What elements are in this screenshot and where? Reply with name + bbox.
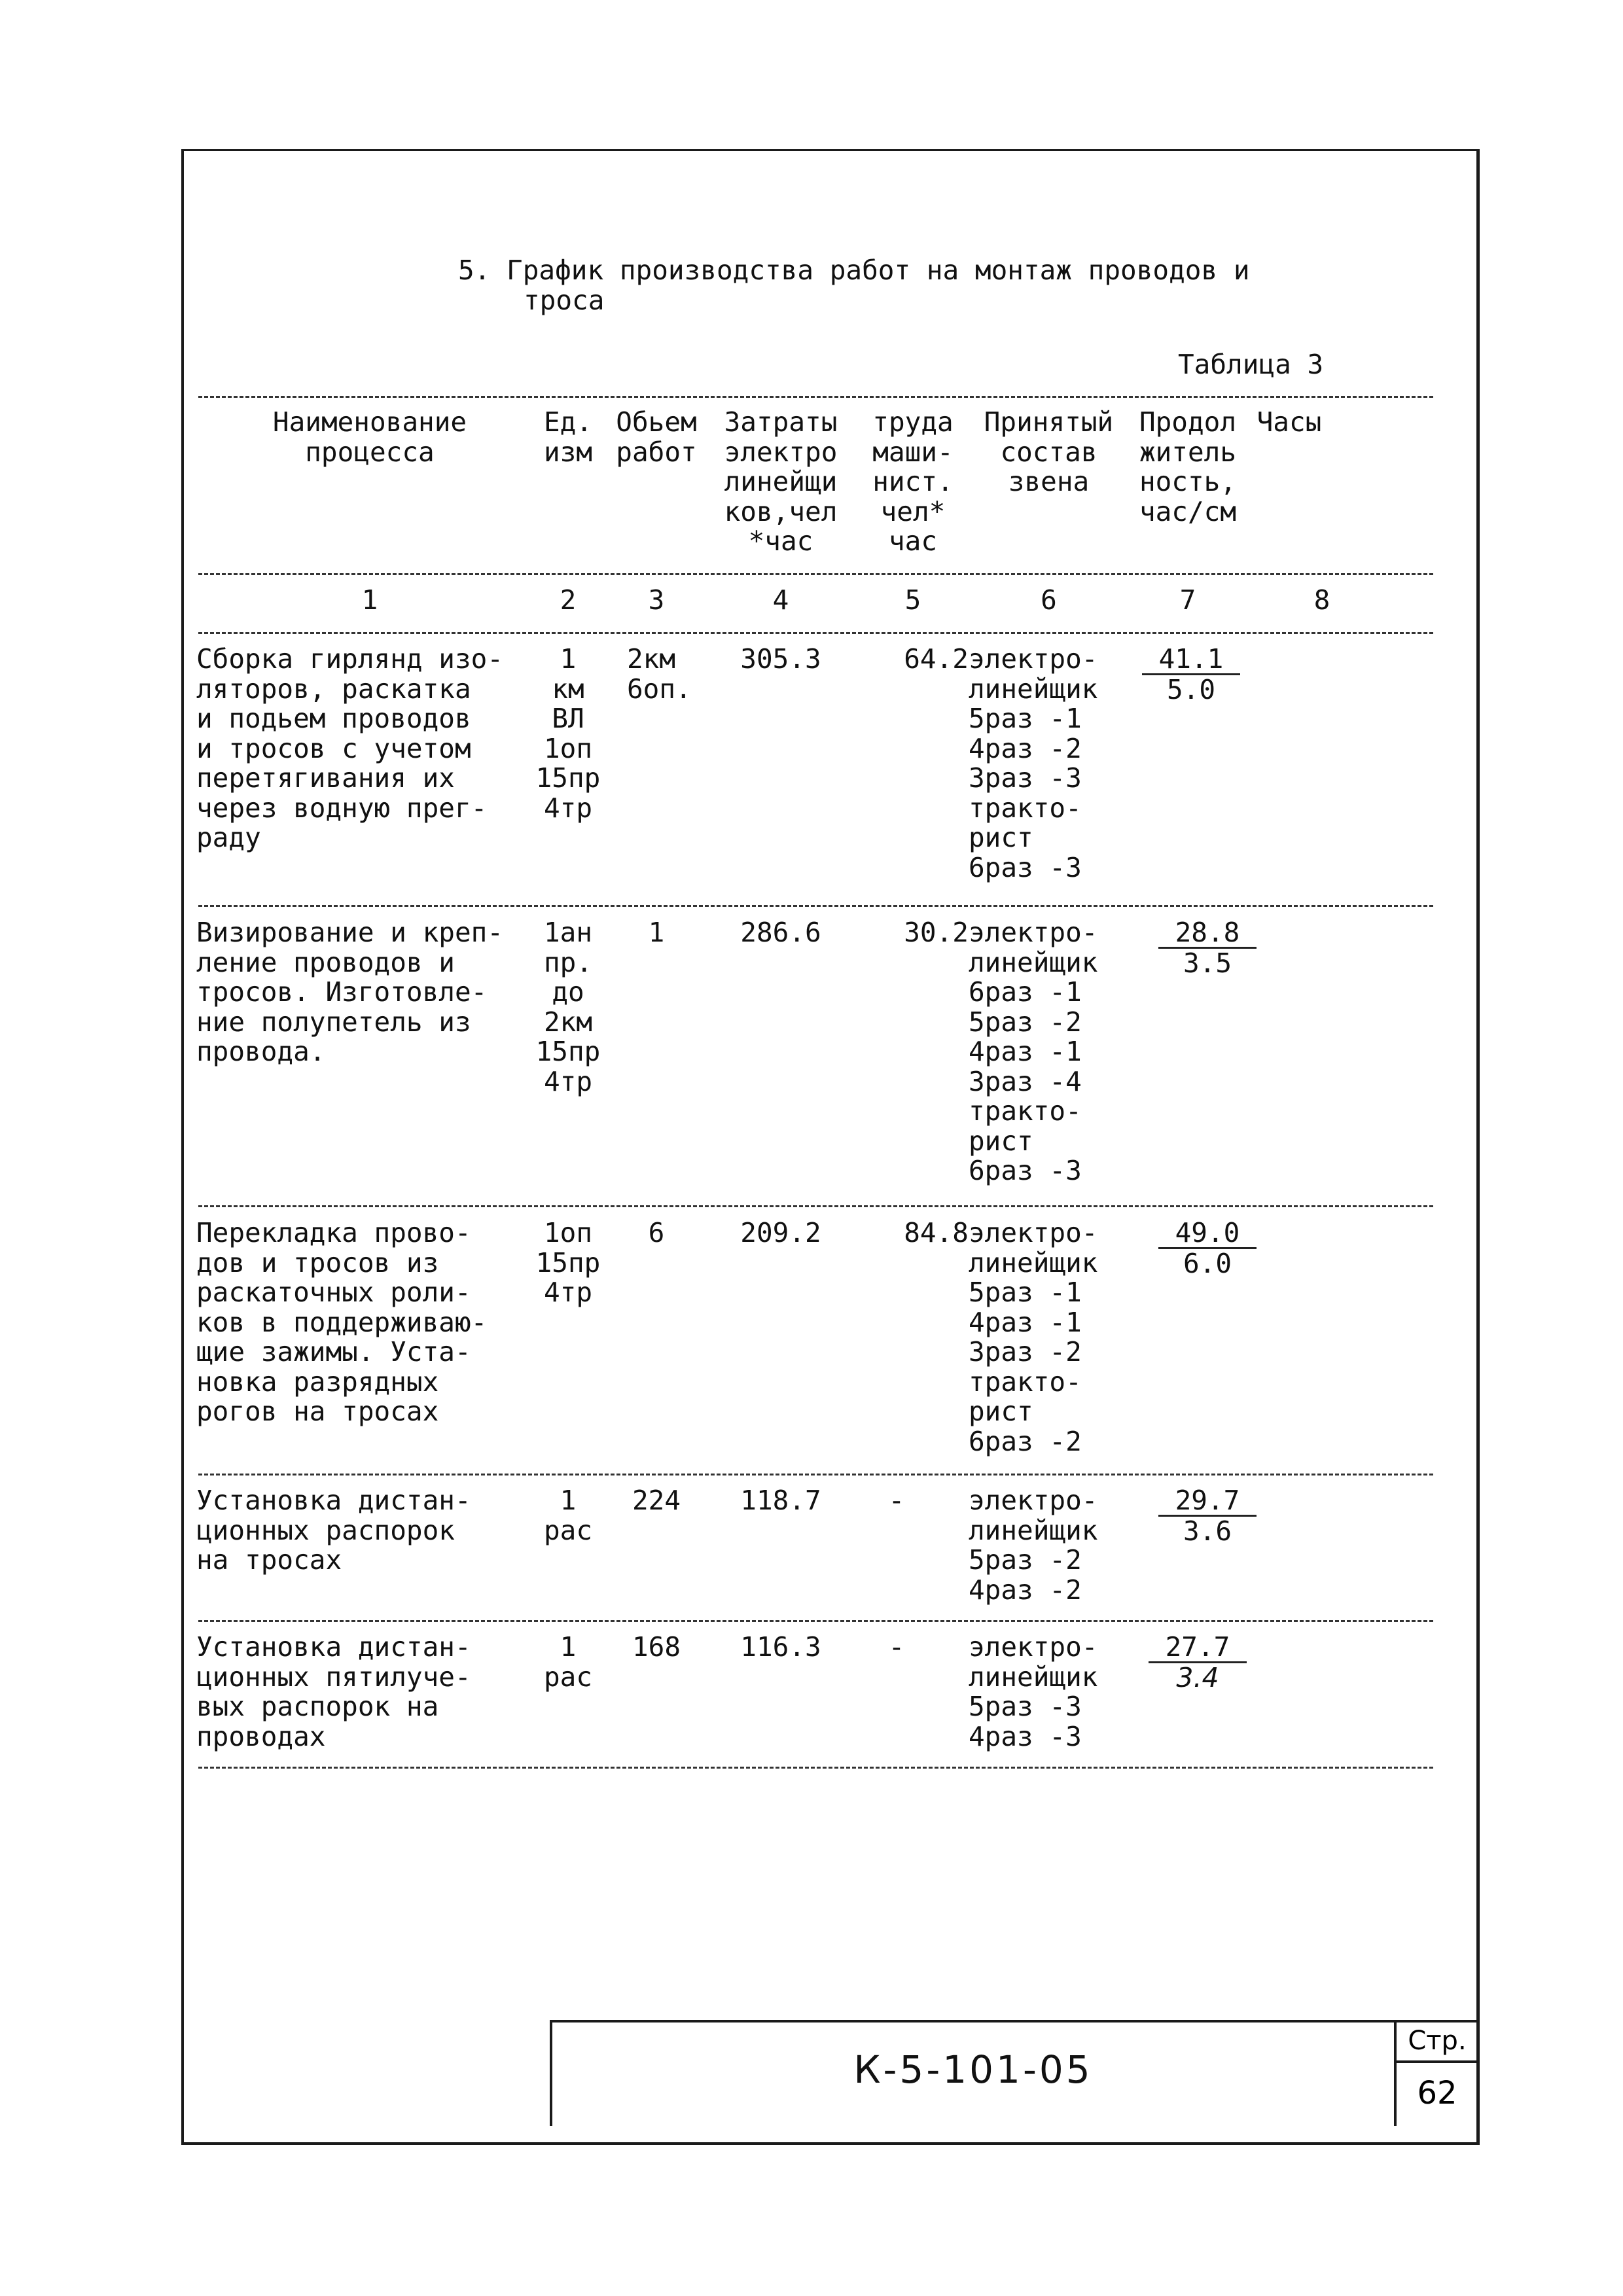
- duration-shifts: 3.6: [1183, 1515, 1232, 1547]
- heading-line-2: троса: [524, 285, 605, 316]
- unit-cell: 1 рас: [543, 1485, 593, 1546]
- col-header-duration: Продол житель ность, час/см: [1139, 406, 1237, 527]
- table-rule: [198, 905, 1433, 907]
- process-name: Перекладка прово- дов и тросов из раскаточных роли- ков в поддерживаю- щие зажимы. Уста- новка разрядных рогов на тросах: [196, 1217, 488, 1427]
- duration-hours: 41.1: [1142, 645, 1240, 675]
- duration-hours: 28.8: [1158, 918, 1257, 949]
- col-header-crew: Принятый состав звена: [984, 406, 1114, 497]
- col-number: 1: [361, 584, 378, 616]
- col-number: 3: [648, 584, 665, 616]
- unit-cell: 1оп 15пр 4тр: [535, 1217, 601, 1308]
- labor-electric-cell: 116.3: [740, 1631, 821, 1663]
- labor-machinist-cell: 64.2: [904, 643, 969, 675]
- page-label: Стр.: [1397, 2022, 1478, 2063]
- duration-fraction: [1158, 1486, 1257, 1545]
- duration-hours: 29.7: [1158, 1486, 1257, 1517]
- labor-machinist-cell: -: [888, 1631, 905, 1663]
- duration-fraction: [1142, 645, 1240, 704]
- labor-machinist-cell: -: [888, 1485, 905, 1516]
- unit-cell: 1 км ВЛ 1оп 15пр 4тр: [535, 643, 601, 824]
- volume-cell: 2км 6оп.: [627, 643, 692, 705]
- volume-cell: 1: [648, 917, 665, 948]
- col-number: 6: [1041, 584, 1057, 616]
- table-rule: [198, 1620, 1433, 1622]
- section-heading: [458, 255, 1250, 315]
- duration-fraction: [1158, 1218, 1257, 1278]
- volume-cell: 6: [648, 1217, 665, 1248]
- process-name: Установка дистан- ционных распорок на тросах: [196, 1485, 471, 1576]
- labor-electric-cell: 305.3: [740, 643, 821, 675]
- labor-electric-cell: 286.6: [740, 917, 821, 948]
- duration-fraction: [1158, 918, 1257, 978]
- col-header-unit: Ед. изм: [543, 406, 593, 468]
- crew-cell: электро- линейщик 5раз -2 4раз -2: [969, 1485, 1098, 1606]
- table-rule: [198, 1205, 1433, 1207]
- heading-line-1: 5. График производства работ на монтаж проводов и: [458, 255, 1250, 286]
- duration-hours: 27.7: [1149, 1633, 1247, 1663]
- duration-shifts: 5.0: [1166, 674, 1216, 705]
- labor-machinist-cell: 84.8: [904, 1217, 969, 1248]
- duration-fraction: [1149, 1633, 1247, 1692]
- labor-electric-cell: 209.2: [740, 1217, 821, 1248]
- col-header-labor-electric: Затраты электро линейщи ков,чел *час: [724, 406, 838, 557]
- col-header-volume: Обьем работ: [616, 406, 697, 468]
- table-rule: [198, 1767, 1433, 1769]
- unit-cell: 1 рас: [543, 1631, 593, 1693]
- table-label: Таблица 3: [1178, 349, 1324, 380]
- col-header-process: Наименование процесса: [272, 406, 467, 468]
- crew-cell: электро- линейщик 5раз -1 4раз -1 3раз -2 тракто- рист 6раз -2: [969, 1217, 1098, 1457]
- col-number: 8: [1313, 584, 1330, 616]
- unit-cell: 1ан пр. до 2км 15пр 4тр: [535, 917, 601, 1097]
- process-name: Визирование и креп- ление проводов и тросов. Изготовле- ние полупетель из провода.: [196, 917, 503, 1067]
- col-number: 5: [904, 584, 921, 616]
- table-rule: [198, 573, 1433, 575]
- document-code: К-5-101-05: [853, 2047, 1093, 2092]
- volume-cell: 224: [632, 1485, 681, 1516]
- labor-machinist-cell: 30.2: [904, 917, 969, 948]
- col-header-labor-machinist: труда маши- нист. чел* час: [872, 406, 954, 557]
- table-rule: [198, 1474, 1433, 1475]
- labor-electric-cell: 118.7: [740, 1485, 821, 1516]
- col-header-hours: Часы: [1257, 406, 1322, 438]
- col-number: 2: [560, 584, 577, 616]
- crew-cell: электро- линейщик 6раз -1 5раз -2 4раз -1 3раз -4 тракто- рист 6раз -3: [969, 917, 1098, 1186]
- crew-cell: электро- линейщик 5раз -3 4раз -3: [969, 1631, 1098, 1752]
- crew-cell: электро- линейщик 5раз -1 4раз -2 3раз -3 тракто- рист 6раз -3: [969, 643, 1098, 883]
- page-number: 62: [1417, 2075, 1457, 2111]
- duration-shifts: 6.0: [1183, 1248, 1232, 1279]
- title-block: [550, 2020, 1394, 2126]
- col-number: 4: [772, 584, 789, 616]
- process-name: Установка дистан- ционных пятилуче- вых распорок на проводах: [196, 1631, 471, 1752]
- duration-hours: 49.0: [1158, 1218, 1257, 1249]
- table-rule: [198, 396, 1433, 398]
- duration-shifts: 3.5: [1183, 947, 1232, 979]
- page-number-box: [1394, 2020, 1478, 2126]
- col-number: 7: [1179, 584, 1196, 616]
- duration-shifts-handwritten: 3.4: [1176, 1662, 1219, 1693]
- process-name: Сборка гирлянд изо- ляторов, раскатка и подьем проводов и тросов с учетом перетягивания их через водную прег- раду: [196, 643, 503, 853]
- volume-cell: 168: [632, 1631, 681, 1663]
- table-rule: [198, 632, 1433, 634]
